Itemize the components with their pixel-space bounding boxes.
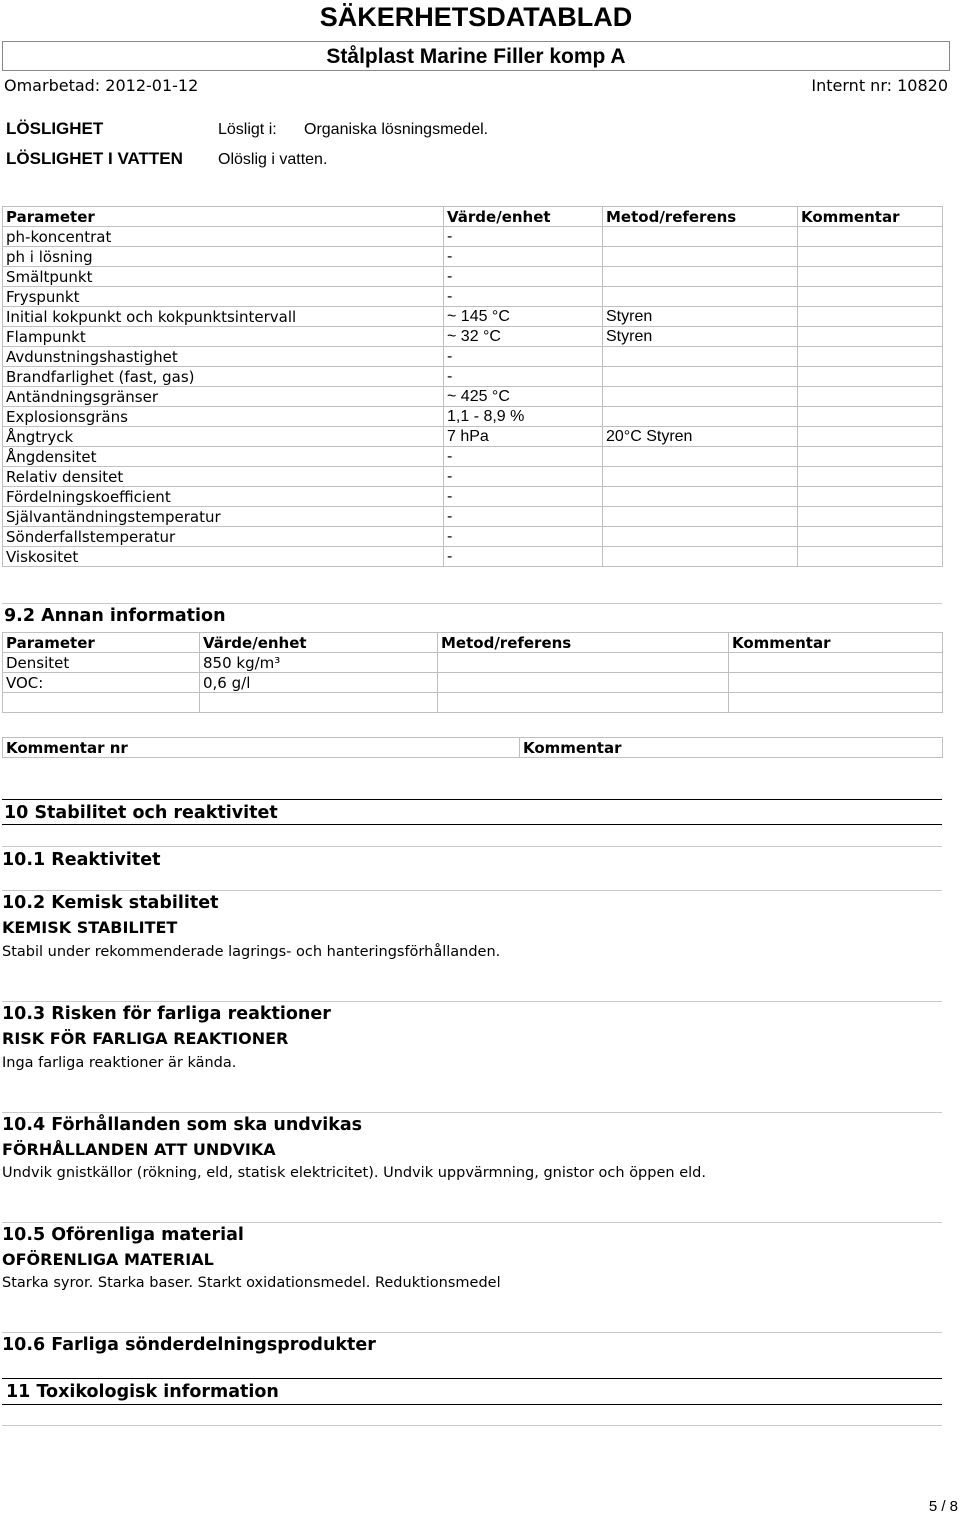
cell-method <box>603 467 798 487</box>
table-row <box>3 507 943 527</box>
cell-value: - <box>444 267 603 287</box>
cell-comment <box>798 227 943 247</box>
cell-parameter: Fördelningskoefficient <box>3 487 444 507</box>
table-row <box>3 327 943 347</box>
section-10-title: 10 Stabilitet och reaktivitet <box>4 803 278 823</box>
section-10-5-title: 10.5 Oförenliga material <box>2 1225 244 1245</box>
internal-number: Internt nr: 10820 <box>811 76 948 95</box>
cell-comment <box>798 327 943 347</box>
page-number: 5 / 8 <box>928 1498 958 1515</box>
table-header-row <box>3 207 943 227</box>
cell-value: 850 kg/m³ <box>200 653 438 673</box>
cell-parameter: Initial kokpunkt och kokpunktsintervall <box>3 307 444 327</box>
cell-comment <box>798 547 943 567</box>
comment-table <box>2 737 943 758</box>
cell-parameter: Ångdensitet <box>3 447 444 467</box>
cell-value: - <box>444 287 603 307</box>
section-10-5-label: OFÖRENLIGA MATERIAL <box>2 1250 214 1269</box>
cell-parameter: Brandfarlighet (fast, gas) <box>3 367 444 387</box>
cell-value: 0,6 g/l <box>200 673 438 693</box>
header-comment: Kommentar <box>520 738 943 758</box>
header-comment: Kommentar <box>798 207 943 227</box>
divider <box>2 799 942 800</box>
other-info-table <box>2 632 943 713</box>
cell-value <box>200 693 438 713</box>
cell-comment <box>798 367 943 387</box>
header-parameter: Parameter <box>3 207 444 227</box>
header-method: Metod/referens <box>438 633 729 653</box>
cell-comment <box>729 673 943 693</box>
cell-value: - <box>444 247 603 267</box>
cell-method <box>603 527 798 547</box>
table-row <box>3 693 943 713</box>
cell-parameter <box>3 693 200 713</box>
table-row <box>3 227 943 247</box>
soluble-in-value: Organiska lösningsmedel. <box>304 121 489 138</box>
cell-parameter: Fryspunkt <box>3 287 444 307</box>
section-10-3-label: RISK FÖR FARLIGA REAKTIONER <box>2 1029 289 1048</box>
table-row <box>3 547 943 567</box>
section-10-2-label: KEMISK STABILITET <box>2 918 178 937</box>
cell-comment <box>798 287 943 307</box>
product-name: Stålplast Marine Filler komp A <box>2 41 950 71</box>
cell-value: - <box>444 227 603 247</box>
revision-date: Omarbetad: 2012-01-12 <box>4 76 199 95</box>
cell-method <box>438 653 729 673</box>
cell-value: - <box>444 367 603 387</box>
cell-parameter: Avdunstningshastighet <box>3 347 444 367</box>
section-10-5-text: Starka syror. Starka baser. Starkt oxidationsmedel. Reduktionsmedel <box>2 1275 501 1291</box>
cell-comment <box>798 507 943 527</box>
divider <box>2 1378 942 1379</box>
cell-method <box>603 367 798 387</box>
table-row <box>3 347 943 367</box>
table-row <box>3 673 943 693</box>
table-row <box>3 247 943 267</box>
cell-value: - <box>444 487 603 507</box>
cell-method <box>438 673 729 693</box>
table-row <box>3 427 943 447</box>
cell-comment <box>798 467 943 487</box>
cell-method <box>603 287 798 307</box>
table-row <box>3 307 943 327</box>
table-header-row <box>3 738 943 758</box>
cell-comment <box>798 487 943 507</box>
water-solubility-value: Olöslig i vatten. <box>218 151 328 168</box>
cell-method <box>603 407 798 427</box>
cell-parameter: Explosionsgräns <box>3 407 444 427</box>
table-row <box>3 407 943 427</box>
table-row <box>3 527 943 547</box>
cell-method <box>438 693 729 713</box>
table-header-row <box>3 633 943 653</box>
cell-parameter: ph i lösning <box>3 247 444 267</box>
table-row <box>3 287 943 307</box>
cell-parameter: VOC: <box>3 673 200 693</box>
header-comment-nr: Kommentar nr <box>3 738 520 758</box>
cell-method <box>603 487 798 507</box>
cell-comment <box>798 267 943 287</box>
document-title: SÄKERHETSDATABLAD <box>319 2 633 32</box>
cell-comment <box>729 693 943 713</box>
cell-parameter: Självantändningstemperatur <box>3 507 444 527</box>
soluble-in-label: Lösligt i: <box>218 121 277 138</box>
table-row <box>3 447 943 467</box>
solubility-label: LÖSLIGHET <box>6 119 104 138</box>
cell-method <box>603 347 798 367</box>
cell-value: - <box>444 467 603 487</box>
cell-method <box>603 267 798 287</box>
cell-parameter: Relativ densitet <box>3 467 444 487</box>
section-10-3-title: 10.3 Risken för farliga reaktioner <box>2 1004 331 1024</box>
cell-method <box>603 387 798 407</box>
divider <box>2 1425 942 1426</box>
cell-value: 1,1 - 8,9 % <box>444 407 603 427</box>
section-10-4-text: Undvik gnistkällor (rökning, eld, statisk elektricitet). Undvik uppvärmning, gnistor och öppen eld. <box>2 1165 706 1181</box>
cell-value: ~ 145 °C <box>444 307 603 327</box>
cell-method: Styren <box>603 327 798 347</box>
section-10-2-text: Stabil under rekommenderade lagrings- och hanteringsförhållanden. <box>2 944 501 960</box>
table-row <box>3 267 943 287</box>
section-10-6-title: 10.6 Farliga sönderdelningsprodukter <box>2 1335 376 1355</box>
cell-comment <box>798 247 943 267</box>
divider <box>2 846 942 847</box>
cell-comment <box>798 407 943 427</box>
cell-parameter: Smältpunkt <box>3 267 444 287</box>
table-row <box>3 367 943 387</box>
cell-comment <box>798 387 943 407</box>
table-row <box>3 653 943 673</box>
cell-method <box>603 227 798 247</box>
cell-comment <box>798 347 943 367</box>
divider <box>2 824 942 825</box>
cell-comment <box>798 427 943 447</box>
cell-parameter: Densitet <box>3 653 200 673</box>
cell-comment <box>798 527 943 547</box>
cell-value: - <box>444 347 603 367</box>
header-value: Värde/enhet <box>200 633 438 653</box>
table-row <box>3 487 943 507</box>
other-info-title: 9.2 Annan information <box>4 606 226 626</box>
cell-value: - <box>444 527 603 547</box>
divider <box>2 1404 942 1405</box>
cell-parameter: Ångtryck <box>3 427 444 447</box>
cell-parameter: Flampunkt <box>3 327 444 347</box>
header-method: Metod/referens <box>603 207 798 227</box>
cell-method <box>603 507 798 527</box>
cell-value: - <box>444 507 603 527</box>
header-comment: Kommentar <box>729 633 943 653</box>
properties-table <box>2 206 943 567</box>
table-row <box>3 387 943 407</box>
cell-method <box>603 247 798 267</box>
cell-comment <box>798 307 943 327</box>
cell-method <box>603 547 798 567</box>
cell-parameter: Antändningsgränser <box>3 387 444 407</box>
cell-comment <box>729 653 943 673</box>
cell-value: - <box>444 447 603 467</box>
table-row <box>3 467 943 487</box>
header-value: Värde/enhet <box>444 207 603 227</box>
section-11-title: 11 Toxikologisk information <box>6 1382 279 1402</box>
section-10-1-title: 10.1 Reaktivitet <box>2 850 161 870</box>
cell-parameter: ph-koncentrat <box>3 227 444 247</box>
cell-method: Styren <box>603 307 798 327</box>
cell-parameter: Sönderfallstemperatur <box>3 527 444 547</box>
section-10-4-label: FÖRHÅLLANDEN ATT UNDVIKA <box>2 1140 276 1159</box>
section-10-2-title: 10.2 Kemisk stabilitet <box>2 893 219 913</box>
cell-value: - <box>444 547 603 567</box>
water-solubility-label: LÖSLIGHET I VATTEN <box>6 149 183 168</box>
cell-value: ~ 425 °C <box>444 387 603 407</box>
cell-value: ~ 32 °C <box>444 327 603 347</box>
section-10-3-text: Inga farliga reaktioner är kända. <box>2 1055 237 1071</box>
cell-method <box>603 447 798 467</box>
cell-method: 20°C Styren <box>603 427 798 447</box>
header-parameter: Parameter <box>3 633 200 653</box>
section-10-4-title: 10.4 Förhållanden som ska undvikas <box>2 1115 363 1135</box>
cell-parameter: Viskositet <box>3 547 444 567</box>
cell-comment <box>798 447 943 467</box>
cell-value: 7 hPa <box>444 427 603 447</box>
